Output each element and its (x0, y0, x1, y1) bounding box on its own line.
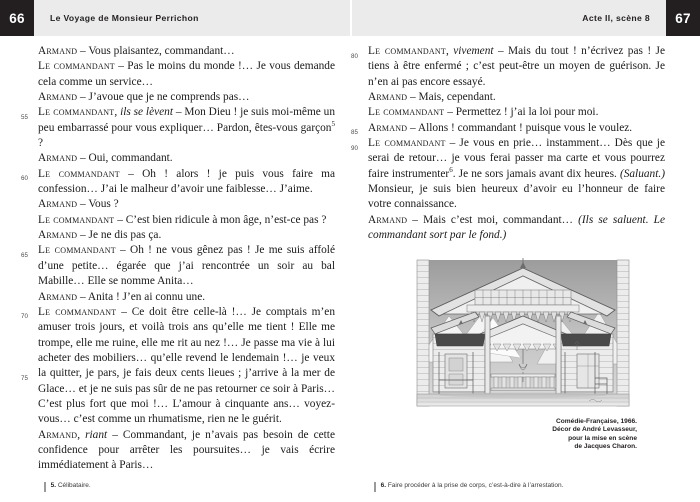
line-number: 60 (21, 175, 28, 183)
line-number: 55 (21, 113, 28, 121)
footnote-left (44, 481, 91, 492)
line-number: 65 (21, 252, 28, 260)
speech-text: Le commandant – Permettez ! j’ai la loi pour moi. (368, 106, 599, 119)
speech-text: Le commandant – C’est bien ridicule à mon âge, n’est-ce pas ? (38, 213, 327, 226)
speech-block (21, 167, 335, 198)
running-head (0, 0, 700, 36)
speech-block (38, 44, 335, 59)
speech-text: Le commandant – Pas le moins du monde !… Je vous demande cela comme un service… (38, 60, 335, 88)
page-number-left: 66 (0, 0, 34, 36)
speech-text: Le commandant – Ce doit être celle-là !… Je comptais m’en amuser trois jours, et voilà trois ans qu’elle me tient ! Elle me trompe, elle me ruine, elle me rit au nez !… Je passe ma vie à lui acheter des mobiliers… qu’elle revend le lendemain !… je veux la quitter, je pars, je fais deux cents lieues ; j’arrive à la mer de Glace… et je ne suis pas sûr de ne pas retourner ce soir à Paris… C’est plus fort que moi !… L’amour à cinquante ans… voyez-vous… c’est comme un rhumatisme, rien ne le guérit. (38, 305, 335, 426)
figure-caption-line: pour la mise en scène (568, 434, 637, 442)
speech-block (21, 105, 335, 151)
footnote-left-text: 5. Célibataire. (50, 482, 91, 489)
speech-block (351, 136, 665, 213)
figure-block (409, 254, 637, 451)
speech-text: Armand – Vous ? (38, 198, 119, 211)
line-number: 75 (21, 374, 28, 382)
text-column-left (21, 44, 335, 474)
figure-caption-line: Comédie-Française, 1966. (556, 418, 637, 425)
speech-block (351, 44, 665, 90)
text-column-right (351, 44, 665, 243)
speech-block (38, 197, 335, 212)
speech-text: Armand – Vous plaisantez, commandant… (38, 45, 235, 57)
speech-block (38, 90, 335, 105)
speech-block (38, 228, 335, 243)
speech-block (38, 59, 335, 90)
running-title-left: Le Voyage de Monsieur Perrichon (50, 13, 199, 23)
page-number-right: 67 (666, 0, 700, 36)
footnote-rule-icon (374, 482, 376, 492)
speech-text: Le commandant – Oh ! ne vous gênez pas ! Je me suis affolé d’une petite… égarée que j’ai rencontrée un soir au bal Mabille… Elle se nomme Anita… (38, 244, 335, 288)
speech-block (351, 121, 665, 137)
speech-block (368, 213, 665, 244)
speech-block (38, 213, 335, 228)
line-number: 80 (351, 52, 358, 60)
speech-text: Le commandant – Je vous en prie… instamment… Dès que je serai de retour… je vous ferai passer ma carte et vous pourrez faire instrumenter$^6$. Je ne sors jamais avant dix heures. (Saluant.) Monsieur, je suis bien heureux d’avoir eu l’honneur de faire votre connaissance. (368, 137, 665, 211)
running-title-right: Acte II, scène 8 (582, 13, 650, 23)
speech-text: Armand – Je ne dis pas ça. (38, 229, 162, 242)
speech-text: Le commandant – Oh ! alors ! je puis vous faire ma confession… J’ai le malheur d’avoir une faiblesse… J’aime. (38, 167, 335, 196)
speech-block (21, 243, 335, 289)
speech-text: Armand – J’avoue que je ne comprends pas… (38, 91, 250, 104)
figure-caption-line: Décor de André Levasseur, (552, 426, 637, 434)
speech-text: Armand – Mais, cependant. (368, 91, 496, 104)
speech-text: Le commandant, ils se lèvent – Mon Dieu ! je suis moi-même un peu embarrassé pour vous expliquer… Pardon, êtes-vous garçon$^5$ ? (38, 106, 335, 150)
footnote-right (374, 481, 563, 492)
speech-text: Armand – Oui, commandant. (38, 152, 173, 165)
figure-caption (409, 418, 639, 451)
speech-text: Armand, riant – Commandant, je n’avais pas besoin de cette confidence pour arrêter les poursuites… je vais écrire immédiatement à Paris… (38, 428, 335, 472)
line-number: 70 (21, 313, 28, 321)
line-number: 85 (351, 129, 358, 137)
speech-text: Le commandant, vivement – Mais du tout ! n’écrivez pas ! Je tiens à être enfermé ; c’est peut-être un moyen de guérison. Je n’en ai pas encore essayé. (368, 45, 665, 88)
figure-caption-line: de Jacques Charon. (574, 442, 637, 450)
speech-text: Armand – Allons ! commandant ! puisque vous le voulez. (368, 121, 633, 134)
footnote-right-text: 6. Faire procéder à la prise de corps, c’est-à-dire à l’arrestation. (380, 482, 564, 489)
speech-block (368, 105, 665, 120)
line-number: 90 (351, 144, 358, 152)
theatre-set-drawing-chalet (409, 254, 637, 413)
footnote-rule-icon (44, 482, 46, 492)
speech-text: Armand – Mais c’est moi, commandant… (Ils se saluent. Le commandant sort par le fond.) (368, 213, 665, 242)
speech-text: Armand – Anita ! J’en ai connu une. (38, 290, 206, 303)
speech-block (368, 90, 665, 105)
speech-block (38, 151, 335, 166)
speech-block (38, 428, 335, 474)
